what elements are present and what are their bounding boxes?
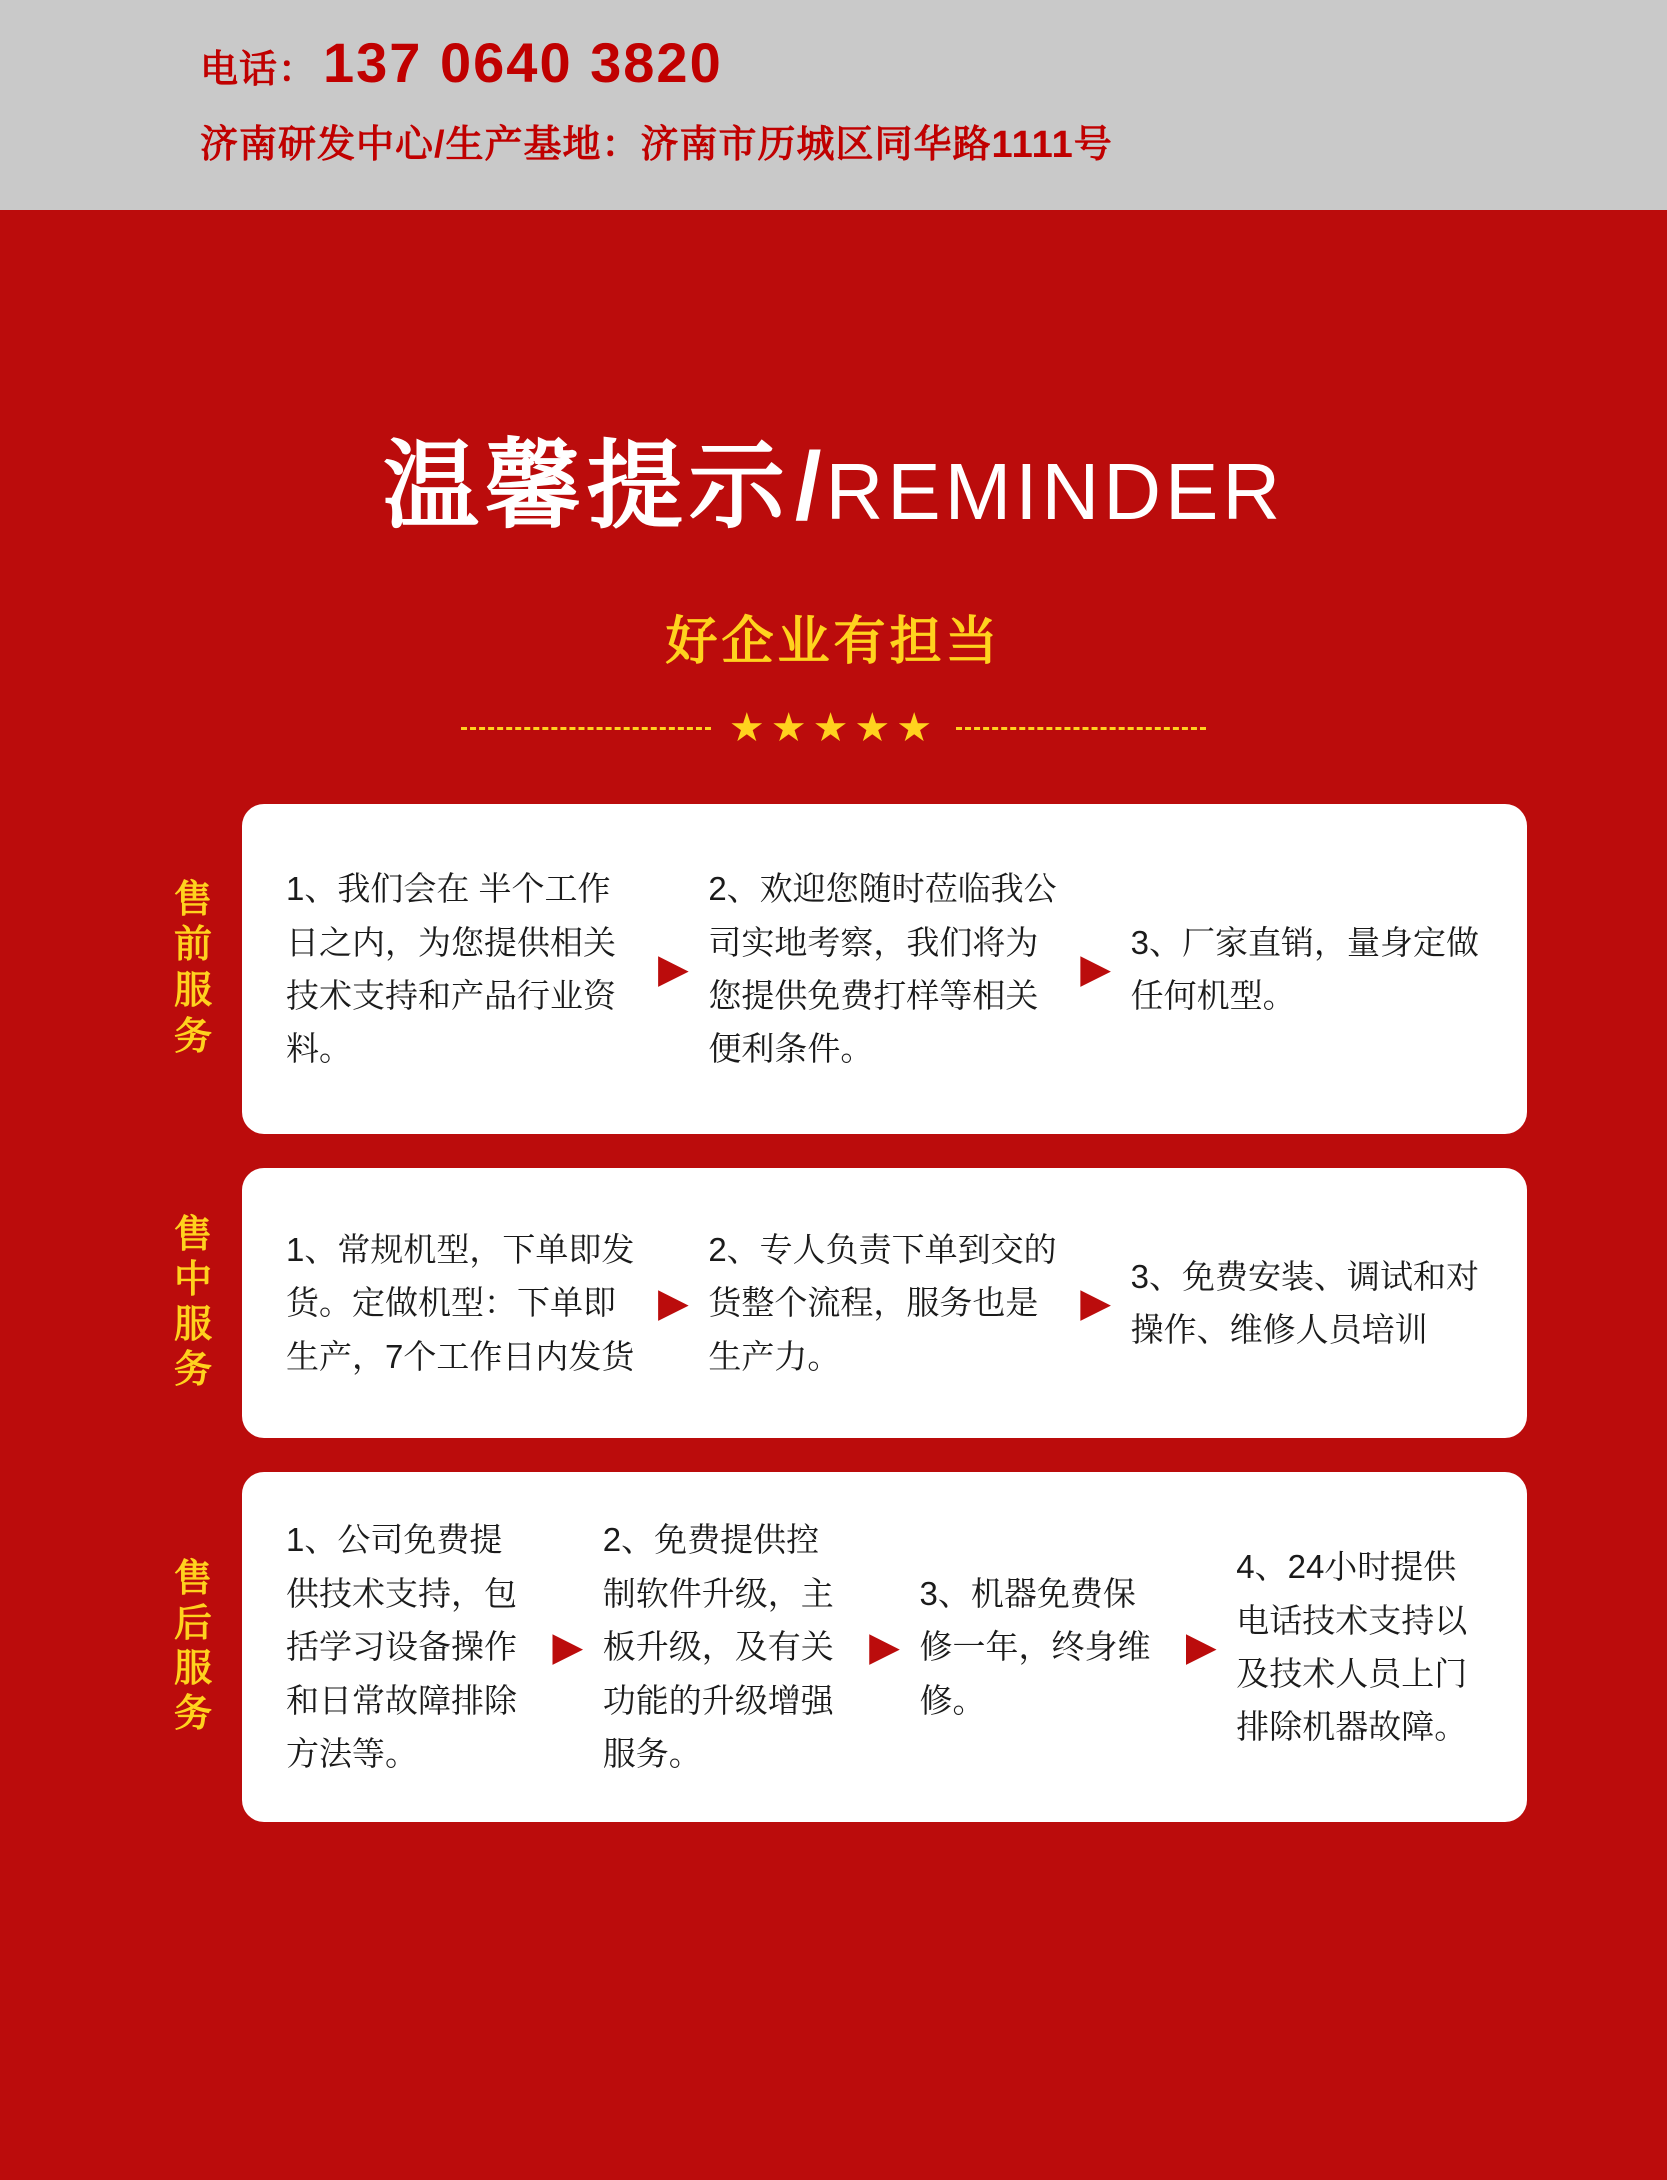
title-chinese: 温馨提示 bbox=[382, 433, 791, 540]
title-english: REMINDER bbox=[825, 447, 1285, 536]
after-sale-item-4: 4、24小时提供电话技术支持以及技术人员上门排除机器故障。 bbox=[1236, 1548, 1468, 1746]
phone-number: 137 0640 3820 bbox=[323, 31, 723, 94]
contact-header-bar bbox=[0, 0, 1667, 210]
section-tag-pre-sale: 售前服务 bbox=[173, 878, 214, 1058]
title-block bbox=[0, 210, 1667, 547]
phone-line bbox=[200, 30, 1667, 95]
card-mid-sale bbox=[242, 1168, 1527, 1438]
stars-icon: ★★★★★ bbox=[728, 706, 939, 750]
section-mid-sale bbox=[168, 1168, 1527, 1438]
mid-sale-item-3: 3、免费安装、调试和对操作、维修人员培训 bbox=[1130, 1257, 1480, 1348]
arrow-icon: ▶ bbox=[869, 1625, 900, 1669]
section-tag-mid-sale: 售中服务 bbox=[173, 1214, 214, 1391]
address-line: 济南研发中心/生产基地：济南市历城区同华路1111号 bbox=[200, 124, 1113, 166]
after-sale-item-2: 2、免费提供控制软件升级，主板升级，及有关功能的升级增强服务。 bbox=[602, 1521, 834, 1773]
mid-sale-item-1: 1、常规机型，下单即发货。定做机型：下单即生产，7个工作日内发货 bbox=[286, 1230, 635, 1375]
poster-body bbox=[0, 210, 1667, 2180]
section-after-sale bbox=[168, 1472, 1527, 1822]
arrow-icon: ▶ bbox=[657, 1281, 689, 1325]
arrow-icon: ▶ bbox=[1185, 1625, 1217, 1669]
section-pre-sale bbox=[168, 804, 1527, 1134]
arrow-icon: ▶ bbox=[1080, 947, 1112, 991]
section-tag-after-sale: 售后服务 bbox=[173, 1558, 214, 1735]
dashed-line-right bbox=[956, 727, 1206, 730]
stars-divider bbox=[0, 708, 1667, 748]
after-sale-item-3: 3、机器免费保修一年，终身维修。 bbox=[919, 1574, 1151, 1719]
mid-sale-item-2: 2、专人负责下单到交的货整个流程，服务也是生产力。 bbox=[708, 1230, 1057, 1375]
arrow-icon: ▶ bbox=[1080, 1281, 1112, 1325]
card-after-sale bbox=[242, 1472, 1527, 1822]
service-sections bbox=[0, 804, 1667, 1822]
arrow-icon: ▶ bbox=[552, 1625, 584, 1669]
card-pre-sale bbox=[242, 804, 1527, 1134]
title-separator: / bbox=[794, 433, 822, 540]
subtitle: 好企业有担当 bbox=[665, 613, 1002, 671]
pre-sale-item-2: 2、欢迎您随时莅临我公司实地考察，我们将为您提供免费打样等相关便利条件。 bbox=[708, 870, 1057, 1068]
dashed-line-left bbox=[461, 727, 711, 730]
pre-sale-item-1: 1、我们会在 半个工作日之内，为您提供相关技术支持和产品行业资料。 bbox=[286, 870, 616, 1068]
arrow-icon: ▶ bbox=[657, 947, 689, 991]
after-sale-item-1: 1、公司免费提供技术支持，包括学习设备操作和日常故障排除方法等。 bbox=[286, 1521, 517, 1773]
pre-sale-item-3: 3、厂家直销，量身定做任何机型。 bbox=[1130, 923, 1480, 1014]
phone-label: 电话： bbox=[200, 49, 318, 91]
main-title bbox=[383, 410, 1284, 547]
